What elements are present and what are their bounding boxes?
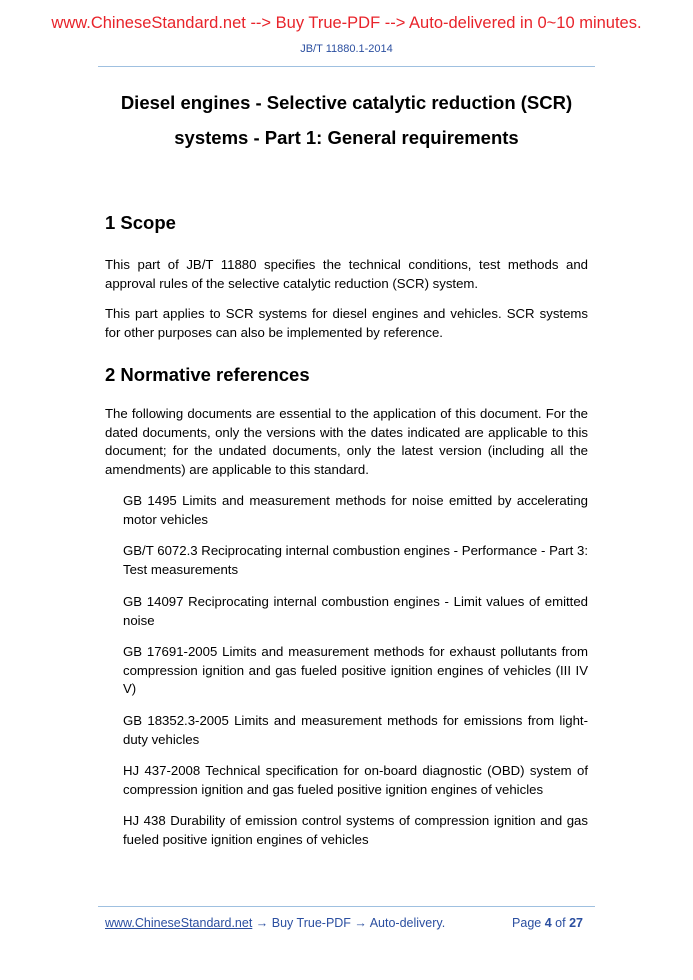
total-pages-number: 27 bbox=[569, 916, 583, 930]
footer-promo bbox=[105, 916, 445, 930]
scope-paragraph-2: This part applies to SCR systems for diesel engines and vehicles. SCR systems for other purposes can also be implemented by reference. bbox=[105, 306, 588, 340]
document-number: JB/T 11880.1-2014 bbox=[300, 43, 393, 55]
promo-banner[interactable]: www.ChineseStandard.net --> Buy True-PDF --> Auto-delivered in 0~10 minutes. bbox=[51, 14, 642, 32]
header-divider bbox=[98, 66, 595, 67]
page-indicator bbox=[512, 916, 583, 930]
document-title-line2: systems - Part 1: General requirements bbox=[174, 127, 519, 148]
document-title-line1: Diesel engines - Selective catalytic reduction (SCR) bbox=[120, 92, 573, 113]
section-heading-scope: 1 Scope bbox=[105, 212, 176, 233]
reference-item: HJ 438 Durability of emission control systems of compression ignition and gas fueled positive ignition engines of vehicles bbox=[123, 813, 588, 847]
reference-item: GB 18352.3-2005 Limits and measurement methods for emissions from light-duty vehicles bbox=[123, 713, 588, 747]
page-label: Page bbox=[512, 916, 542, 930]
of-label: of bbox=[555, 916, 566, 930]
reference-item: GB 17691-2005 Limits and measurement methods for exhaust pollutants from compression ignition and gas fueled positive ignition engines of vehicles (III IV V) bbox=[123, 644, 588, 697]
footer-promo-tail: → Buy True-PDF → Auto-delivery. bbox=[252, 916, 446, 930]
references-intro-paragraph: The following documents are essential to the application of this document. For the dated documents, only the versions with the dates indicated are applicable to this document; for the undated documents, only the latest version (including all the amendments) are applicable to this standard. bbox=[105, 406, 588, 477]
footer-site-link[interactable]: www.ChineseStandard.net bbox=[105, 916, 253, 930]
reference-item: GB 1495 Limits and measurement methods for noise emitted by accelerating motor vehicles bbox=[123, 493, 588, 527]
footer-divider bbox=[98, 906, 595, 907]
scope-paragraph-1: This part of JB/T 11880 specifies the technical conditions, test methods and approval rules of the selective catalytic reduction (SCR) system. bbox=[105, 257, 588, 291]
current-page-number: 4 bbox=[544, 916, 552, 930]
reference-item: HJ 437-2008 Technical specification for on-board diagnostic (OBD) system of compression ignition and gas fueled positive ignition engines of vehicles bbox=[123, 763, 588, 797]
reference-item: GB/T 6072.3 Reciprocating internal combustion engines - Performance - Part 3: Test measurements bbox=[123, 543, 588, 577]
section-heading-normative-references: 2 Normative references bbox=[105, 364, 310, 385]
reference-item: GB 14097 Reciprocating internal combustion engines - Limit values of emitted noise bbox=[123, 594, 588, 628]
